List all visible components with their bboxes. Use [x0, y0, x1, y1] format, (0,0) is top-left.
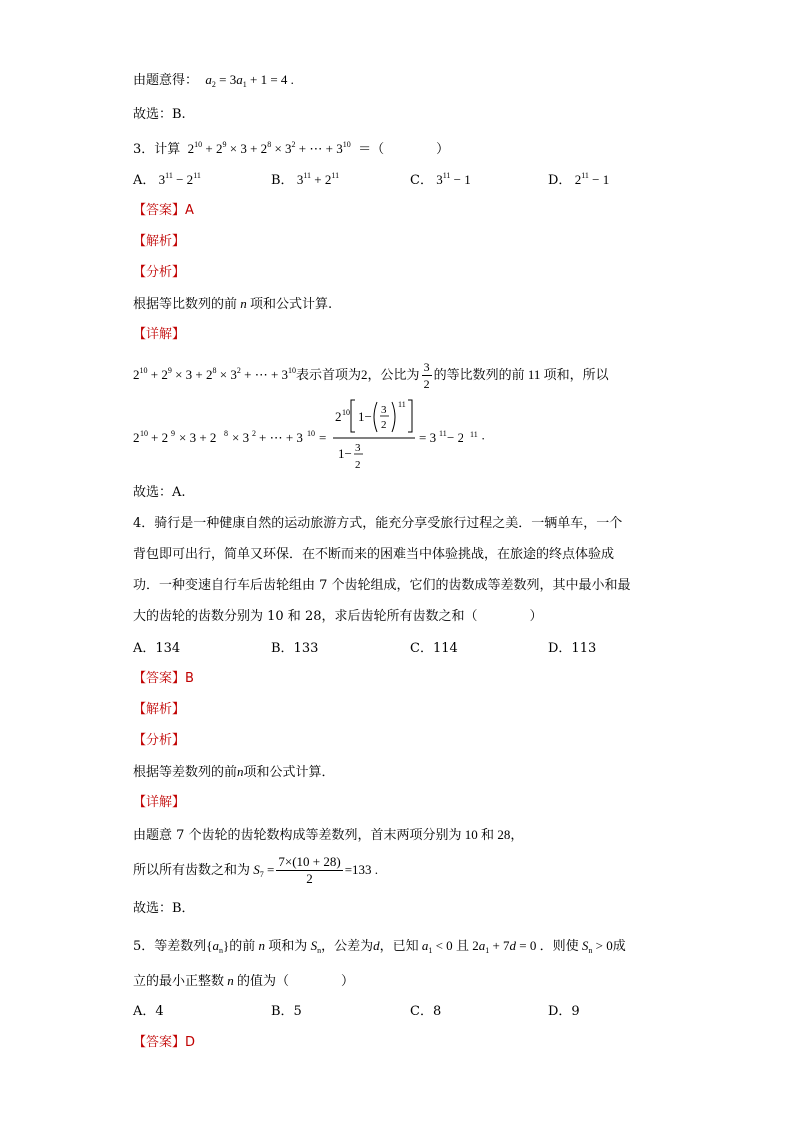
q4-line-3: 功．一种变速自行车后齿轮组由 7 个齿轮组成，它们的齿数成等差数列，其中最小和最: [133, 578, 631, 593]
q4-detail-line1: 由题意 7 个齿轮的齿轮数构成等差数列，首末两项分别为 10 和 28，: [133, 827, 524, 843]
q4-line-1: 4．骑行是一种健康自然的运动旅游方式，能充分享受旅行过程之美．一辆单车，一个: [133, 516, 623, 531]
svg-text:11: 11: [398, 400, 406, 409]
q4-option-a: A．134: [133, 641, 181, 656]
svg-text:× 3: × 3: [232, 430, 250, 445]
q4-option-c: C．114: [410, 641, 458, 656]
q5-line-2: 立的最小正整数 n 的值为（ ）: [133, 973, 355, 989]
choose-answer-b: 故选：B.: [133, 107, 186, 122]
q3-expression: $2^{10} + 2^9 \times 3 + 2^8 \times 3^2$ + ⋯ + $3^{10}$: [184, 140, 351, 156]
q3-option-b: B． $3^{11} + 2^{11}$: [271, 171, 340, 188]
q4-fenxi-text: 根据等差数列的前n项和公式计算．: [133, 764, 335, 780]
q3-option-c: C． $3^{11} - 1$: [410, 171, 471, 188]
q5-answer: 【答案】D: [133, 1035, 196, 1050]
q3-detail-line1: $2^{10} + 2^9 \times 3 + 2^8 \times 3^2$ + ⋯ + $3^{10}$表示首项为2，公比为 $\frac{3}{2}$ 的等比数列的前 11 项和，所以: [133, 360, 609, 391]
svg-text:× 3 + 2: × 3 + 2: [179, 430, 217, 445]
q3-choose: 故选：A.: [133, 485, 186, 500]
svg-text:1−: 1−: [358, 409, 372, 424]
q4-detail-line2: 所以所有齿数之和为 $S_7$ = $\frac{7\times(10 + 28)}{2}$ =133 .: [133, 854, 379, 886]
svg-text:10: 10: [140, 429, 148, 438]
q4-answer: 【答案】B: [133, 671, 194, 686]
svg-text:2: 2: [335, 409, 342, 424]
q4-detail-heading: 【详解】: [133, 795, 186, 810]
svg-text:3: 3: [381, 404, 387, 416]
q5-option-b: B．5: [271, 1004, 302, 1019]
derivation-line: [133, 71, 294, 90]
svg-text:10: 10: [307, 429, 315, 438]
q3-analysis-heading: 【解析】: [133, 234, 186, 249]
q4-line-2: 背包即可出行，简单又环保．在不断而来的困难当中体验挑战，在旅途的终点体验成: [133, 547, 615, 562]
q3-fenxi-heading: 【分析】: [133, 265, 186, 280]
q3-fenxi-text: 根据等比数列的前 n 项和公式计算.: [133, 296, 333, 312]
svg-text:+ 2: + 2: [151, 430, 169, 445]
q3-answer: 【答案】A: [133, 203, 194, 218]
svg-text:− 2: − 2: [447, 430, 463, 445]
question-3: [133, 140, 449, 159]
svg-text:2: 2: [381, 419, 387, 431]
q5-line-1: 5．等差数列$\{a_n\}$的前 n 项和为 $S_n$，公差为d，已知 $a_1 < 0$ 且 $2a_1 + 7d = 0$ ．则使 $S_n > 0$成: [133, 938, 626, 955]
q3-sum-formula: [133, 396, 463, 482]
derivation-formula: $a_2 = 3a_1 + 1 = 4$ .: [205, 72, 294, 89]
q5-option-a: A．4: [133, 1004, 164, 1019]
svg-text:8: 8: [224, 429, 228, 438]
svg-text:1−: 1−: [338, 446, 352, 461]
q4-option-d: D．113: [548, 641, 597, 656]
svg-text:2: 2: [355, 459, 361, 471]
q3-blank: ＝（ ）: [358, 142, 450, 157]
q3-option-d: D． $2^{11} - 1$: [548, 171, 610, 188]
derivation-label: 由题意得：: [133, 73, 199, 88]
q5-option-c: C．8: [410, 1004, 442, 1019]
q4-choose: 故选：B．: [133, 901, 195, 916]
q4-line-4: 大的齿轮的齿数分别为 10 和 28，求后齿轮所有齿数之和（ ）: [133, 609, 543, 624]
q4-fenxi-heading: 【分析】: [133, 733, 186, 748]
svg-text:= 3: = 3: [419, 430, 437, 445]
svg-text:2: 2: [252, 429, 256, 438]
svg-text:2: 2: [133, 430, 140, 445]
q3-detail-heading: 【详解】: [133, 327, 186, 342]
svg-text:11: 11: [439, 429, 447, 438]
svg-text:3: 3: [355, 442, 361, 454]
q3-formula-svg: [133, 396, 463, 478]
q4-analysis-heading: 【解析】: [133, 702, 186, 717]
q3-result-tail: $^{11}$ ·: [470, 430, 486, 446]
q4-option-b: B．133: [271, 641, 319, 656]
svg-text:10: 10: [342, 408, 350, 417]
svg-text:=: =: [319, 430, 327, 445]
q5-option-d: D．9: [548, 1004, 580, 1019]
svg-text:9: 9: [171, 429, 175, 438]
q3-label: 3．计算: [133, 142, 181, 157]
svg-text:+ ⋯ + 3: + ⋯ + 3: [259, 430, 303, 445]
q3-option-a: A． $3^{11} - 2^{11}$: [133, 171, 201, 188]
